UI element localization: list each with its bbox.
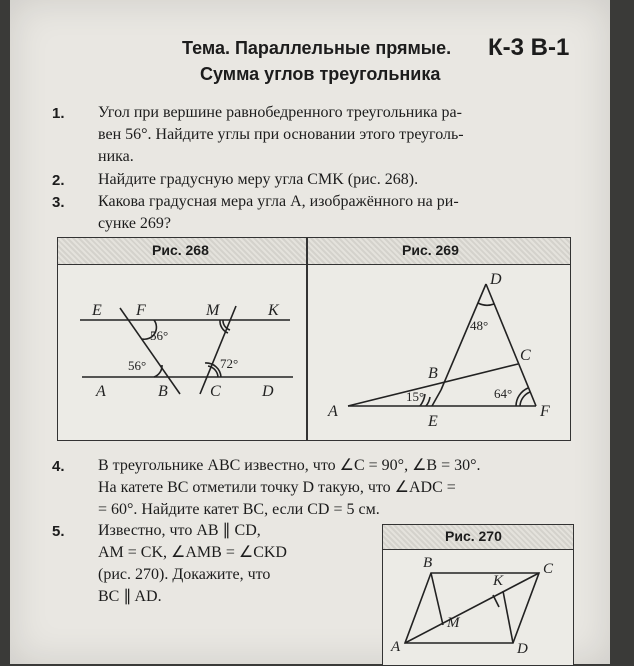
angle-arc-F xyxy=(520,392,530,406)
label-D: D xyxy=(517,641,528,657)
problem-number: 4. xyxy=(52,458,65,475)
problem-line: BC ∥ AD. xyxy=(98,588,162,605)
fig270-diagram xyxy=(383,551,571,663)
label-A: A xyxy=(391,639,401,655)
label-E: E xyxy=(92,302,102,319)
problem-line: Известно, что AB ∥ CD, xyxy=(98,522,261,539)
problem-text xyxy=(98,102,578,168)
fig270-title: Рис. 270 xyxy=(445,528,502,544)
problem-line: Какова градусная мера угла A, изображённого на ри- xyxy=(98,193,459,210)
label-B: B xyxy=(428,365,438,382)
problem-line: В треугольнике ABC известно, что ∠C = 90°, ∠B = 30°. xyxy=(98,457,481,474)
label-D: D xyxy=(262,383,274,400)
angle-value-F: 64° xyxy=(494,386,513,401)
worksheet-page xyxy=(10,0,610,664)
label-M: M xyxy=(206,302,220,319)
transversal-FB xyxy=(120,308,180,394)
angle-value-right: 72° xyxy=(220,356,239,371)
diagonal-AC xyxy=(405,573,539,643)
problem-number: 2. xyxy=(52,172,65,189)
angle-arc-F2 xyxy=(516,388,528,406)
topic-title: Тема. Параллельные прямые. xyxy=(182,38,452,58)
angle-arc-D xyxy=(478,303,494,305)
label-A: A xyxy=(328,403,338,420)
label-C: C xyxy=(520,347,531,364)
label-B: B xyxy=(423,555,433,571)
segment-BE xyxy=(432,390,441,406)
label-C: C xyxy=(543,561,554,577)
label-K: K xyxy=(268,302,279,319)
variant-label: К-3 В-1 xyxy=(488,34,570,61)
topic-subtitle: Сумма углов треугольника xyxy=(200,64,441,84)
figure-270 xyxy=(382,524,574,666)
figures-268-269 xyxy=(57,237,571,441)
problem-line: На катете BC отметили точку D такую, что ∠ADC = xyxy=(98,479,456,496)
segment-BM xyxy=(431,573,443,625)
problem-line: вен 56°. Найдите углы при основании этого треуголь- xyxy=(98,126,464,143)
label-K: K xyxy=(493,573,504,589)
problem-text xyxy=(98,455,578,521)
label-F: F xyxy=(136,302,146,319)
problem-line: Угол при вершине равнобедренного треугольника ра- xyxy=(98,104,462,121)
angle-value-bottom: 56° xyxy=(128,358,147,373)
problem-line: AM = CK, ∠AMB = ∠CKD xyxy=(98,544,287,561)
segment-KD xyxy=(503,591,513,643)
label-A: A xyxy=(96,383,106,400)
label-C: C xyxy=(210,383,221,400)
tick-K xyxy=(493,595,499,607)
problem-number: 3. xyxy=(52,194,65,211)
label-D: D xyxy=(490,271,502,288)
label-F: F xyxy=(540,403,550,420)
problem-number: 1. xyxy=(52,105,65,122)
label-E: E xyxy=(428,413,438,430)
label-B: B xyxy=(158,383,168,400)
problem-line: (рис. 270). Докажите, что xyxy=(98,566,271,583)
label-M: M xyxy=(447,615,460,631)
problem-text xyxy=(98,520,368,608)
problem-line: ника. xyxy=(98,148,134,165)
angle-arc-B xyxy=(426,397,430,406)
problem-text xyxy=(98,191,578,235)
fig268-diagram xyxy=(58,266,306,438)
problem-text xyxy=(98,169,578,191)
angle-value-top: 56° xyxy=(150,328,169,343)
problem-number: 5. xyxy=(52,523,65,540)
problem-line: Найдите градусную меру угла CMK (рис. 268). xyxy=(98,171,419,188)
angle-value-D: 48° xyxy=(470,318,489,333)
figure-header xyxy=(58,238,570,265)
angle-value-B: 15° xyxy=(406,389,425,404)
problem-line: сунке 269? xyxy=(98,215,172,232)
problem-line: = 60°. Найдите катет BC, если CD = 5 см. xyxy=(98,501,380,518)
fig269-diagram xyxy=(308,266,568,438)
fig269-title: Рис. 269 xyxy=(402,242,459,258)
fig268-title: Рис. 268 xyxy=(152,242,209,258)
